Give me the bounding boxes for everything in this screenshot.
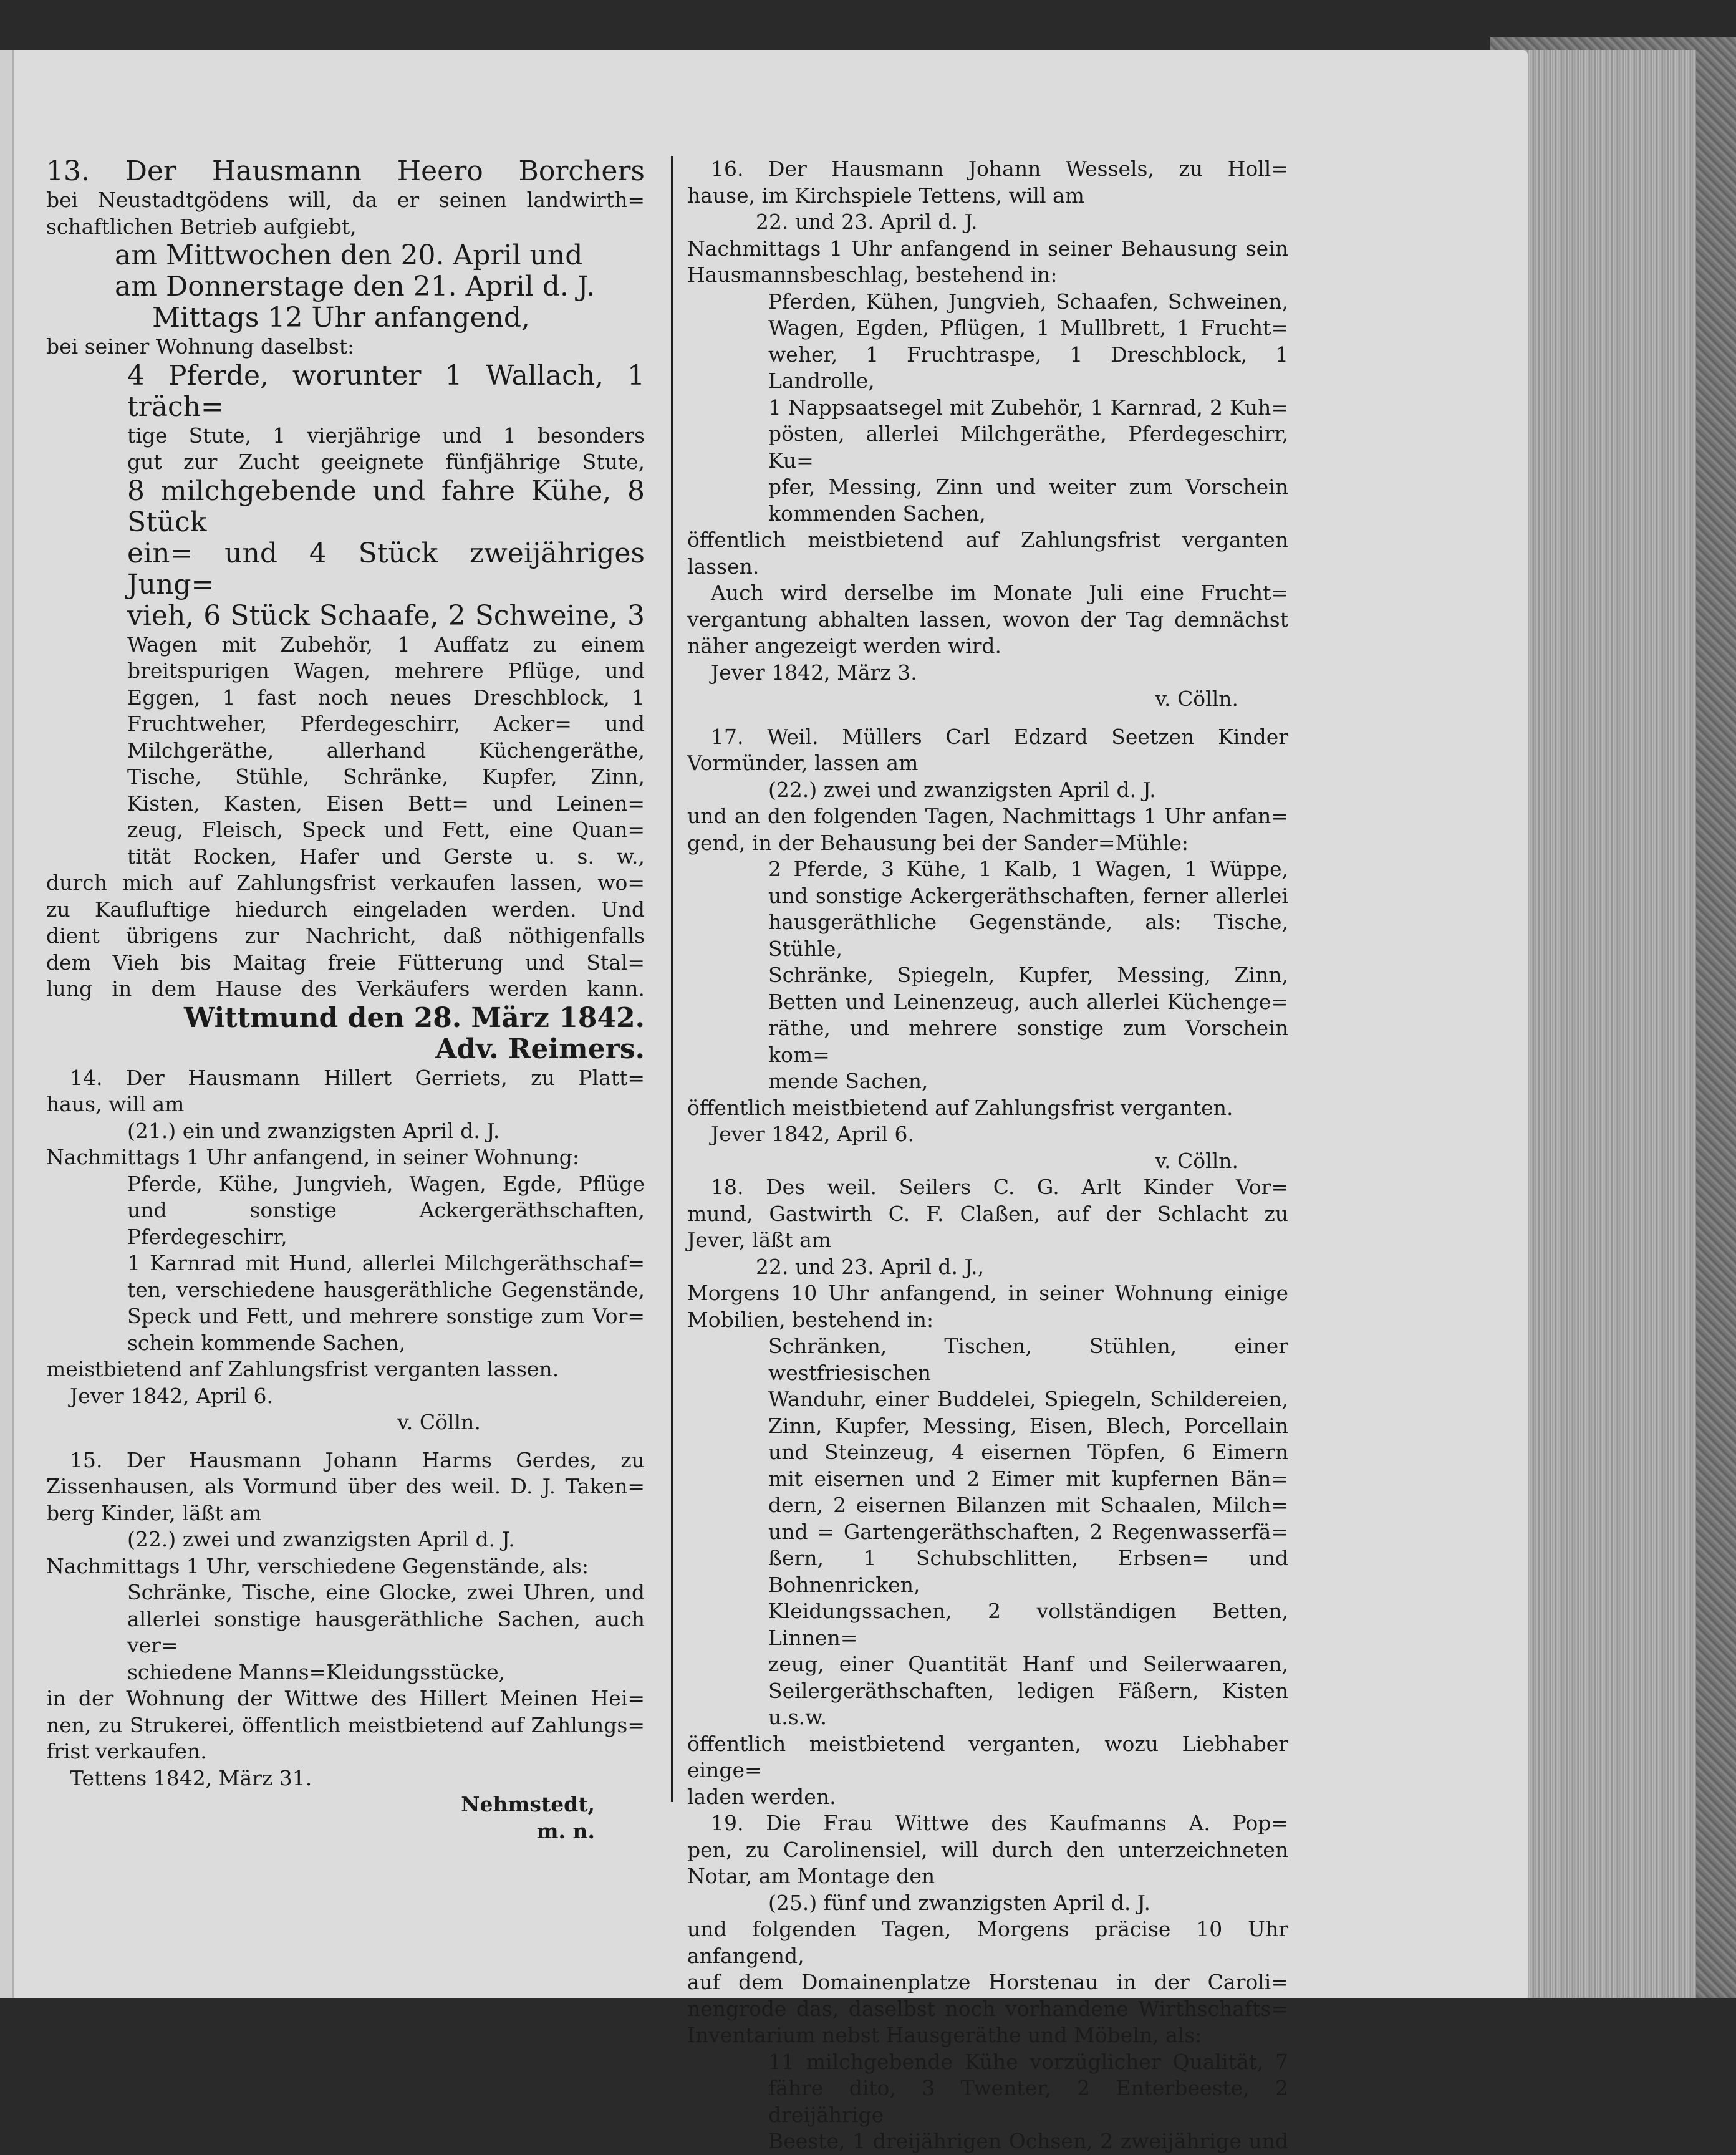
notice-13-heading: 13. Der Hausmann Heero Borchers bbox=[46, 155, 645, 187]
notice-16-place-date: Jever 1842, März 3. bbox=[711, 660, 917, 685]
text-line: Inventarium nebst Hausgeräthe und Möbeln, als: bbox=[687, 2023, 1202, 2047]
text-line: Schränken, Tischen, Stühlen, einer westfriesischen bbox=[768, 1334, 1288, 1385]
text-line: Vormünder, lassen am bbox=[687, 751, 919, 775]
text-line: tige Stute, 1 vierjährige und 1 besonders bbox=[127, 423, 645, 448]
text-line: Hausmannsbeschlag, bestehend in: bbox=[687, 263, 1058, 287]
text-line: Mobilien, bestehend in: bbox=[687, 1307, 934, 1332]
text-line: Nachmittags 1 Uhr anfangend in seiner Behausung sein bbox=[687, 236, 1288, 261]
text-line: hause, im Kirchspiele Tettens, will am bbox=[687, 183, 1084, 208]
text-line: 22. und 23. April d. J. bbox=[756, 210, 978, 234]
text-line: Fruchtweher, Pferdegeschirr, Acker= und bbox=[127, 711, 645, 736]
notice-15-signature: Nehmstedt, bbox=[461, 1792, 595, 1816]
notice-15-place-date: Tettens 1842, März 31. bbox=[70, 1765, 312, 1790]
text-line: weher, 1 Fruchtraspe, 1 Dreschblock, 1 Landrolle, bbox=[768, 342, 1288, 393]
text-line: ßern, 1 Schubschlitten, Erbsen= und Bohnenricken, bbox=[768, 1546, 1288, 1597]
text-line: Tische, Stühle, Schränke, Kupfer, Zinn, bbox=[127, 764, 645, 789]
text-line: Schränke, Tische, eine Glocke, zwei Uhren, und bbox=[127, 1580, 645, 1604]
text-line: Nachmittags 1 Uhr anfangend, in seiner Wohnung: bbox=[46, 1145, 579, 1169]
text-line: Betten und Leinenzeug, auch allerlei Küchenge= bbox=[768, 989, 1288, 1014]
text-line: kommenden Sachen, bbox=[768, 501, 986, 526]
text-line: nen, zu Strukerei, öffentlich meistbietend auf Zahlungs= bbox=[46, 1712, 645, 1737]
notice-13-place-date: Wittmund den 28. März 1842. bbox=[183, 1001, 645, 1034]
text-line: Morgens 10 Uhr anfangend, in seiner Wohnung einige bbox=[687, 1281, 1288, 1305]
text-line: dem Vieh bis Maitag freie Fütterung und Stal= bbox=[46, 950, 645, 975]
text-line: Auch wird derselbe im Monate Juli eine Frucht= bbox=[711, 581, 1288, 605]
notice-16-heading: 16. Der Hausmann Johann Wessels, zu Holl= bbox=[711, 157, 1288, 181]
text-line: laden werden. bbox=[687, 1784, 836, 1809]
left-column bbox=[46, 156, 645, 1844]
text-line: dient übrigens zur Nachricht, daß nöthigenfalls bbox=[46, 923, 645, 948]
text-line: 4 Pferde, worunter 1 Wallach, 1 träch= bbox=[127, 359, 645, 423]
text-line: schiedene Manns=Kleidungsstücke, bbox=[127, 1659, 506, 1684]
text-line: Kleidungssachen, 2 vollständigen Betten, Linnen= bbox=[768, 1599, 1288, 1650]
text-line: lung in dem Hause des Verkäufers werden kann. bbox=[46, 976, 645, 1001]
text-line: mende Sachen, bbox=[768, 1069, 928, 1093]
text-line: 2 Pferde, 3 Kühe, 1 Kalb, 1 Wagen, 1 Wüppe, bbox=[768, 857, 1288, 881]
text-line: zeug, einer Quantität Hanf und Seilerwaaren, bbox=[768, 1652, 1288, 1676]
text-line: 11 milchgebende Kühe vorzüglicher Qualität, 7 bbox=[768, 2049, 1288, 2074]
text-line: ein= und 4 Stück zweijähriges Jung= bbox=[127, 537, 645, 600]
notice-17-signature: v. Cölln. bbox=[1155, 1148, 1238, 1173]
column-divider bbox=[671, 156, 673, 1802]
text-line: Wanduhr, einer Buddelei, Spiegeln, Schildereien, bbox=[768, 1387, 1288, 1411]
text-line: (22.) zwei und zwanzigsten April d. J. bbox=[127, 1527, 515, 1551]
text-line: mit eisernen und 2 Eimer mit kupfernen Bän= bbox=[768, 1466, 1288, 1491]
notice-14-heading: 14. Der Hausmann Hillert Gerriets, zu Platt= bbox=[70, 1065, 645, 1090]
text-line: und sonstige Ackergeräthschaften, Pferdegeschirr, bbox=[127, 1198, 645, 1249]
text-line: und Steinzeug, 4 eisernen Töpfen, 6 Eimern bbox=[768, 1440, 1288, 1464]
notice-14-place-date: Jever 1842, April 6. bbox=[70, 1383, 273, 1408]
text-line: 1 Nappsaatsegel mit Zubehör, 1 Karnrad, 2 Kuh= bbox=[768, 395, 1288, 420]
text-line: bei Neustadtgödens will, da er seinen landwirth= bbox=[46, 188, 645, 212]
text-line: und an den folgenden Tagen, Nachmittags 1 Uhr anfan= bbox=[687, 804, 1288, 828]
text-line: Beeste, 1 dreijährigen Ochsen, 2 zweijährige und bbox=[768, 2129, 1288, 2153]
text-line: durch mich auf Zahlungsfrist verkaufen lassen, wo= bbox=[46, 870, 645, 895]
text-line: in der Wohnung der Wittwe des Hillert Meinen Hei= bbox=[46, 1686, 645, 1710]
text-line: am Mittwochen den 20. April und bbox=[115, 239, 583, 271]
text-line: breitspurigen Wagen, mehrere Pflüge, und bbox=[127, 658, 645, 683]
notice-14-signature: v. Cölln. bbox=[397, 1410, 481, 1434]
text-line: Kisten, Kasten, Eisen Bett= und Leinen= bbox=[127, 791, 645, 816]
text-line: (21.) ein und zwanzigsten April d. J. bbox=[127, 1118, 500, 1143]
notice-19-heading: 19. Die Frau Wittwe des Kaufmanns A. Pop= bbox=[711, 1811, 1288, 1835]
text-line: und sonstige Ackergeräthschaften, ferner allerlei bbox=[768, 883, 1288, 908]
text-line: Nachmittags 1 Uhr, verschiedene Gegenstände, als: bbox=[46, 1553, 589, 1578]
text-line: gend, in der Behausung bei der Sander=Mühle: bbox=[687, 830, 1189, 855]
text-line: pen, zu Carolinensiel, will durch den unterzeichneten bbox=[687, 1837, 1288, 1862]
text-line: bei seiner Wohnung daselbst: bbox=[46, 334, 355, 359]
text-line: Zissenhausen, als Vormund über des weil. D. J. Taken= bbox=[46, 1474, 645, 1498]
text-line: frist verkaufen. bbox=[46, 1739, 207, 1763]
text-line: schein kommende Sachen, bbox=[127, 1330, 406, 1355]
text-line: Speck und Fett, und mehrere sonstige zum Vor= bbox=[127, 1304, 645, 1328]
page-gutter bbox=[0, 50, 14, 1998]
text-line: am Donnerstage den 21. April d. J. bbox=[115, 271, 596, 302]
text-line: räthe, und mehrere sonstige zum Vorschein kom= bbox=[768, 1016, 1288, 1067]
text-line: fähre dito, 3 Twenter, 2 Enterbeeste, 2 dreijährige bbox=[768, 2076, 1288, 2127]
notice-17-place-date: Jever 1842, April 6. bbox=[711, 1122, 914, 1146]
text-line: mund, Gastwirth C. F. Claßen, auf der Schlacht zu bbox=[687, 1201, 1288, 1226]
text-line: haus, will am bbox=[46, 1092, 185, 1116]
text-line: pfer, Messing, Zinn und weiter zum Vorschein bbox=[768, 475, 1288, 499]
text-line: tität Rocken, Hafer und Gerste u. s. w., bbox=[127, 844, 645, 869]
text-line: 8 milchgebende und fahre Kühe, 8 Stück bbox=[127, 475, 645, 538]
text-line: öffentlich meistbietend verganten, wozu Liebhaber einge= bbox=[687, 1731, 1288, 1782]
right-column bbox=[687, 156, 1288, 2155]
text-line: Zinn, Kupfer, Messing, Eisen, Blech, Porcellain bbox=[768, 1413, 1288, 1438]
text-line: näher angezeigt werden wird. bbox=[687, 634, 1002, 658]
text-line: Pferde, Kühe, Jungvieh, Wagen, Egde, Pflüge bbox=[127, 1171, 645, 1196]
text-line: öffentlich meistbietend auf Zahlungsfrist verganten lassen. bbox=[687, 528, 1288, 579]
text-line: Jever, läßt am bbox=[687, 1228, 832, 1252]
text-line: öffentlich meistbietend auf Zahlungsfrist verganten. bbox=[687, 1095, 1233, 1120]
text-line: 1 Karnrad mit Hund, allerlei Milchgeräthschaf= bbox=[127, 1251, 645, 1275]
text-line: allerlei sonstige hausgeräthliche Sachen, auch ver= bbox=[127, 1606, 645, 1657]
text-line: hausgeräthliche Gegenstände, als: Tische, Stühle, bbox=[768, 910, 1288, 961]
text-line: vergantung abhalten lassen, wovon der Tag demnächst bbox=[687, 607, 1288, 632]
text-line: dern, 2 eisernen Bilanzen mit Schaalen, Milch= bbox=[768, 1493, 1288, 1517]
text-line: Eggen, 1 fast noch neues Dreschblock, 1 bbox=[127, 685, 645, 710]
text-line: zeug, Fleisch, Speck und Fett, eine Quan= bbox=[127, 817, 645, 842]
text-line: vieh, 6 Stück Schaafe, 2 Schweine, 3 bbox=[127, 599, 645, 632]
text-line: und folgenden Tagen, Morgens präcise 10 Uhr anfangend, bbox=[687, 1917, 1288, 1968]
text-line: Mittags 12 Uhr anfangend, bbox=[152, 302, 530, 334]
text-line: Notar, am Montage den bbox=[687, 1864, 935, 1888]
text-line: 22. und 23. April d. J., bbox=[756, 1254, 985, 1279]
text-line: (22.) zwei und zwanzigsten April d. J. bbox=[768, 777, 1156, 802]
notice-16-signature: v. Cölln. bbox=[1155, 687, 1238, 711]
text-line: Wagen, Egden, Pflügen, 1 Mullbrett, 1 Frucht= bbox=[768, 316, 1288, 340]
text-line: meistbietend anf Zahlungsfrist verganten lassen. bbox=[46, 1357, 559, 1381]
text-line: ten, verschiedene hausgeräthliche Gegenstände, bbox=[127, 1277, 645, 1302]
text-line: auf dem Domainenplatze Horstenau in der Caroli= bbox=[687, 1970, 1288, 1994]
text-line: Milchgeräthe, allerhand Küchengeräthe, bbox=[127, 738, 645, 763]
text-line: zu Kaufluftige hiedurch eingeladen werden. Und bbox=[46, 897, 645, 922]
notice-15-signature-initials: m. n. bbox=[536, 1818, 595, 1843]
notice-15-heading: 15. Der Hausmann Johann Harms Gerdes, zu bbox=[70, 1447, 645, 1472]
text-line: Seilergeräthschaften, ledigen Fäßern, Kisten u.s.w. bbox=[768, 1678, 1288, 1729]
text-line: Wagen mit Zubehör, 1 Auffatz zu einem bbox=[127, 632, 645, 657]
text-line: Pferden, Kühen, Jungvieh, Schaafen, Schweinen, bbox=[768, 289, 1288, 314]
text-line: pösten, allerlei Milchgeräthe, Pferdegeschirr, Ku= bbox=[768, 422, 1288, 473]
text-line: und = Gartengeräthschaften, 2 Regenwasserfä= bbox=[768, 1519, 1288, 1544]
notice-17-heading: 17. Weil. Müllers Carl Edzard Seetzen Kinder bbox=[711, 724, 1288, 749]
text-line: gut zur Zucht geeignete fünfjährige Stute, bbox=[127, 450, 645, 474]
notice-18-heading: 18. Des weil. Seilers C. G. Arlt Kinder Vor= bbox=[711, 1175, 1288, 1199]
text-line: nengrode das, daselbst noch vorhandene Wirthschafts= bbox=[687, 1996, 1288, 2021]
text-line: (25.) fünf und zwanzigsten April d. J. bbox=[768, 1890, 1150, 1915]
text-line: berg Kinder, läßt am bbox=[46, 1500, 262, 1525]
notice-13-signature: Adv. Reimers. bbox=[435, 1033, 645, 1065]
text-line: schaftlichen Betrieb aufgiebt, bbox=[46, 214, 357, 239]
text-line: Schränke, Spiegeln, Kupfer, Messing, Zinn, bbox=[768, 963, 1288, 987]
